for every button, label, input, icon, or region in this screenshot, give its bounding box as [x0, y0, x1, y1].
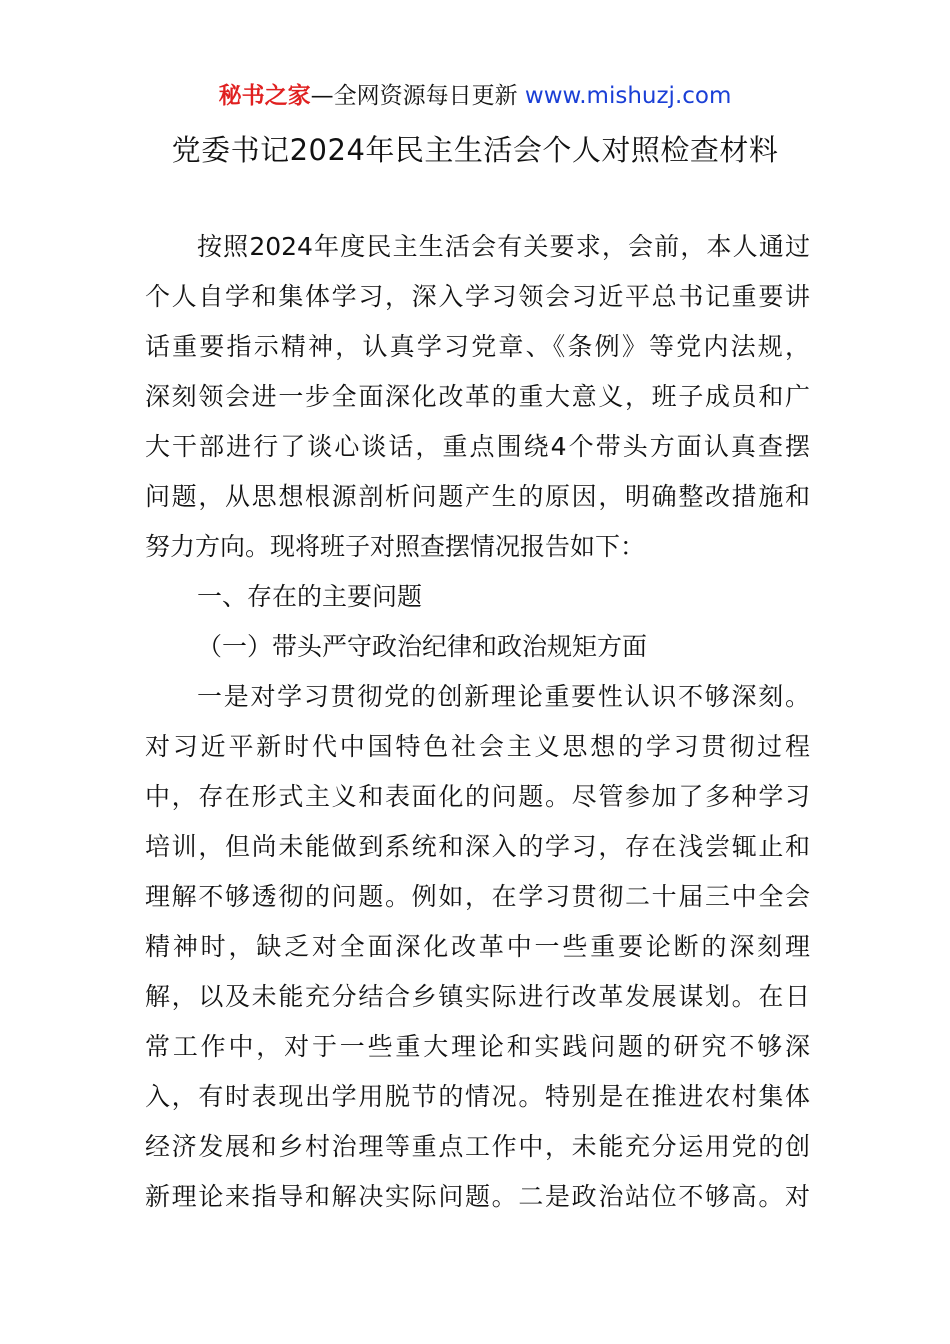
- site-url-link[interactable]: www.mishuzj.com: [524, 83, 732, 109]
- document-title: 党委书记2024年民主生活会个人对照检查材料: [171, 133, 779, 167]
- paragraph-line: 问题，从思想根源剖析问题产生的原因，明确整改措施和: [145, 482, 810, 511]
- paragraph-line: 入，有时表现出学用脱节的情况。特别是在推进农村集体: [145, 1082, 810, 1111]
- paragraph-line: 努力方向。现将班子对照查摆情况报告如下：: [145, 532, 646, 561]
- section-heading: 一、存在的主要问题: [197, 582, 423, 611]
- site-brand: 秘书之家: [218, 83, 311, 109]
- paragraph-line: 理解不够透彻的问题。例如，在学习贯彻二十届三中全会: [145, 882, 810, 911]
- paragraph-line: 新理论来指导和解决实际问题。二是政治站位不够高。对: [145, 1182, 810, 1211]
- paragraph-line: 精神时，缺乏对全面深化改革中一些重要论断的深刻理: [145, 932, 810, 961]
- paragraph-line: 一是对学习贯彻党的创新理论重要性认识不够深刻。: [197, 682, 810, 711]
- paragraph-line: 深刻领会进一步全面深化改革的重大意义，班子成员和广: [145, 382, 810, 411]
- paragraph-line: 常工作中，对于一些重大理论和实践问题的研究不够深: [145, 1032, 810, 1061]
- paragraph-line: 按照2024年度民主生活会有关要求，会前，本人通过: [197, 232, 810, 261]
- paragraph-line: 大干部进行了谈心谈话，重点围绕4个带头方面认真查摆: [145, 432, 810, 461]
- paragraph-line: 话重要指示精神，认真学习党章、《条例》等党内法规，: [145, 332, 810, 361]
- paragraph-line: 对习近平新时代中国特色社会主义思想的学习贯彻过程: [145, 732, 810, 761]
- site-tagline: —全网资源每日更新: [310, 83, 525, 109]
- paragraph-line: 中，存在形式主义和表面化的问题。尽管参加了多种学习: [145, 782, 810, 811]
- subsection-heading: （一）带头严守政治纪律和政治规矩方面: [197, 632, 648, 661]
- document-body: [145, 222, 810, 1222]
- paragraph-line: 解，以及未能充分结合乡镇实际进行改革发展谋划。在日: [145, 982, 810, 1011]
- paragraph-line: 经济发展和乡村治理等重点工作中，未能充分运用党的创: [145, 1132, 810, 1161]
- paragraph-line: 个人自学和集体学习，深入学习领会习近平总书记重要讲: [145, 282, 810, 311]
- paragraph-line: 培训，但尚未能做到系统和深入的学习，存在浅尝辄止和: [145, 832, 810, 861]
- site-header: [0, 80, 950, 112]
